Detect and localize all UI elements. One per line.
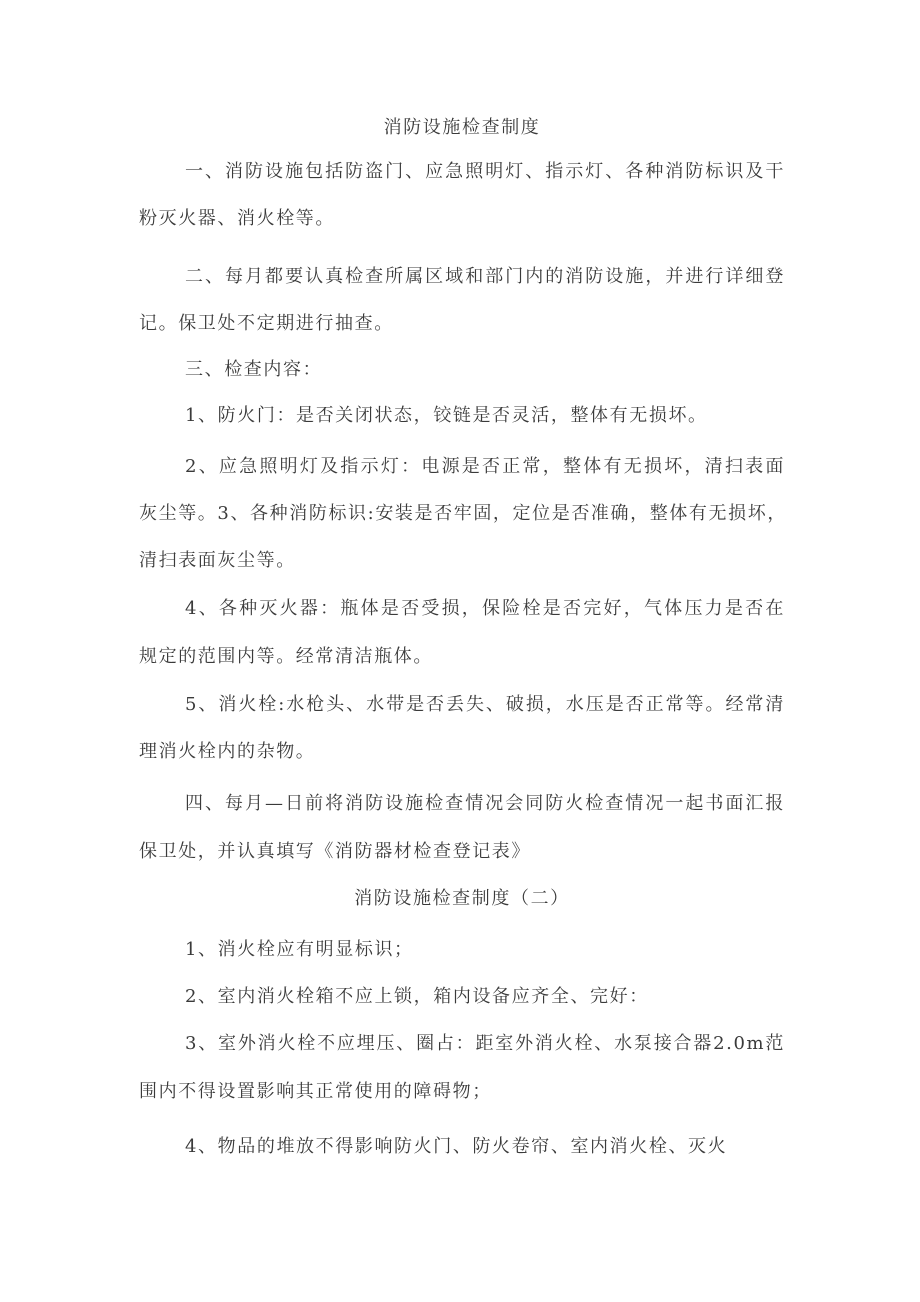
section-subtitle: 消防设施检查制度（二）: [354, 888, 570, 909]
paragraph-line: 保卫处，并认真填写《消防器材检查登记表》: [139, 841, 531, 862]
paragraph-line: 1、防火门：是否关闭状态，铰链是否灵活，整体有无损坏。: [185, 405, 708, 426]
paragraph-line: 一、消防设施包括防盗门、应急照明灯、指示灯、各种消防标识及干: [185, 161, 785, 182]
paragraph-line: 1、消火栓应有明显标识；: [185, 939, 414, 960]
paragraph-line: 2、室内消火栓箱不应上锁，箱内设备应齐全、完好：: [185, 986, 649, 1007]
paragraph-line: 记。保卫处不定期进行抽查。: [139, 313, 394, 334]
paragraph-line: 二、每月都要认真检查所属区域和部门内的消防设施，并进行详细登: [185, 266, 785, 287]
paragraph-line: 4、各种灭火器：瓶体是否受损，保险栓是否完好，气体压力是否在: [185, 598, 785, 619]
document-title: 消防设施检查制度: [383, 117, 541, 138]
paragraph-line: 理消火栓内的杂物。: [139, 741, 316, 762]
paragraph-line: 围内不得设置影响其正常使用的障碍物；: [139, 1081, 492, 1102]
paragraph-line: 灰尘等。3、各种消防标识:安装是否牢固，定位是否准确，整体有无损坏，: [139, 503, 787, 524]
paragraph-line: 粉灭火器、消火栓等。: [139, 208, 335, 229]
paragraph-line: 四、每月—日前将消防设施检查情况会同防火检查情况一起书面汇报: [185, 793, 785, 814]
paragraph-line: 规定的范围内等。经常清洁瓶体。: [139, 646, 433, 667]
paragraph-line: 2、应急照明灯及指示灯：电源是否正常，整体有无损坏，清扫表面: [185, 456, 785, 477]
paragraph-line: 4、物品的堆放不得影响防火门、防火卷帘、室内消火栓、灭火: [185, 1136, 728, 1157]
paragraph-line: 清扫表面灰尘等。: [139, 550, 296, 571]
paragraph-line: 5、消火栓:水枪头、水带是否丢失、破损，水压是否正常等。经常清: [185, 694, 785, 715]
paragraph-line: 三、检查内容：: [185, 359, 323, 380]
paragraph-line: 3、室外消火栓不应埋压、圈占：距室外消火栓、水泵接合器2.0m范: [185, 1033, 785, 1054]
